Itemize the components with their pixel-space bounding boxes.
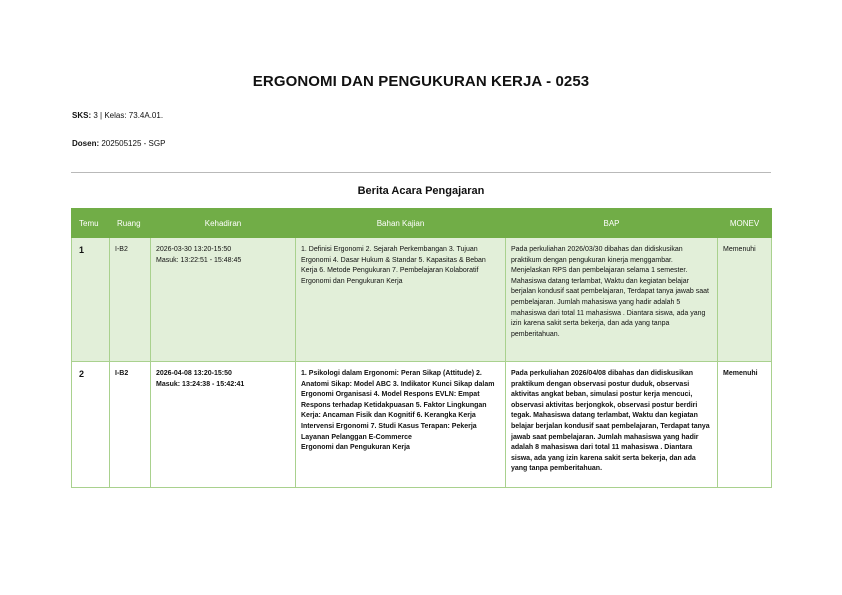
cell-kehadiran bbox=[151, 362, 296, 488]
cell-kehadiran bbox=[151, 238, 296, 362]
kehadiran-jadwal: 2026-03-30 13:20-15:50 bbox=[156, 246, 232, 253]
bahan-kajian-text: 1. Definisi Ergonomi 2. Sejarah Perkembangan 3. Tujuan Ergonomi 4. Dasar Hukum & Standar 5. Kapasitas & Beban Kerja 6. Metode Pengukuran 7. Pembelajaran Kolaboratif bbox=[301, 246, 486, 275]
cell-ruang: I-B2 bbox=[110, 362, 151, 488]
cell-bahan-kajian bbox=[296, 238, 506, 362]
cell-ruang: I-B2 bbox=[110, 238, 151, 362]
sks-value: 3 | Kelas: 73.4A.01. bbox=[93, 111, 164, 120]
divider bbox=[71, 172, 771, 173]
header-ruang: Ruang bbox=[110, 209, 151, 238]
kehadiran-masuk: Masuk: 13:24:38 - 15:42:41 bbox=[156, 380, 245, 388]
sks-label: SKS: bbox=[72, 111, 92, 120]
cell-bahan-kajian bbox=[296, 362, 506, 488]
cell-temu: 2 bbox=[72, 362, 110, 488]
kehadiran-masuk: Masuk: 13:22:51 - 15:48:45 bbox=[156, 256, 242, 264]
header-bahan-kajian: Bahan Kajian bbox=[296, 209, 506, 238]
table-header-row bbox=[72, 209, 772, 238]
cell-bap: Pada perkuliahan 2026/03/30 dibahas dan didiskusikan praktikum dengan pengukuran kinerja menggambar. Menjelaskan RPS dan pembelajaran selama 1 semester. Mahasiswa datang terlambat, Waktu dan kegiatan belajar berjalan kondusif saat pembelajaran, Terdapat tanya jawab saat pembelajaran. Jumlah mahasiswa yang hadir adalah 5 mahasiswa dari total 11 mahasiswa . Diantara siswa, ada yang izin karena sakit serta bekerja, dan ada yang tanpa pemberitahuan. bbox=[506, 238, 718, 362]
cell-monev: Memenuhi bbox=[718, 238, 772, 362]
section-title: Berita Acara Pengajaran bbox=[357, 185, 485, 197]
table-row bbox=[72, 238, 772, 362]
table-row bbox=[72, 362, 772, 488]
dosen-line bbox=[72, 139, 165, 148]
cell-monev: Memenuhi bbox=[718, 362, 772, 488]
sks-line bbox=[72, 111, 163, 120]
bahan-kajian-sub: Ergonomi dan Pengukuran Kerja bbox=[301, 277, 403, 285]
bahan-kajian-text: 1. Psikologi dalam Ergonomi: Peran Sikap (Attitude) 2. Anatomi Sikap: Model ABC 3. Indikator Kunci Sikap dalam Ergonomi Organisasi 4. Model Respons EVLN: Empat Respons terhadap Ketidakpuasan 5. Faktor Lingkungan Kerja: Ancaman Fisik dan Kognitif 6. Kerangka Kerja Intervensi Ergonomi 7. Studi Kasus Terapan: Pekerja Layanan Pelanggan E-Commerce bbox=[301, 370, 495, 441]
header-temu: Temu bbox=[72, 209, 110, 238]
berita-acara-table bbox=[71, 208, 772, 488]
bahan-kajian-sub: Ergonomi dan Pengukuran Kerja bbox=[301, 444, 410, 452]
cell-bap: Pada perkuliahan 2026/04/08 dibahas dan didiskusikan praktikum dengan observasi postur duduk, observasi aktivitas angkat beban, simulasi postur kerja mencuci, observasi aktivitas berjongkok, observasi postur berdiri tegak. Mahasiswa datang terlambat, Waktu dan kegiatan belajar berjalan kondusif saat pembelajaran, Terdapat tanya jawab saat pembelajaran. Jumlah mahasiswa yang hadir adalah 8 mahasiswa dari total 11 mahasiswa . Diantara siswa, ada yang izin karena sakit serta bekerja, dan ada yang tanpa pemberitahuan. bbox=[506, 362, 718, 488]
dosen-value: 202505125 - SGP bbox=[101, 139, 166, 148]
dosen-label: Dosen: bbox=[72, 139, 100, 148]
header-bap: BAP bbox=[506, 209, 718, 238]
cell-temu: 1 bbox=[72, 238, 110, 362]
header-monev: MONEV bbox=[718, 209, 772, 238]
page-title: ERGONOMI DAN PENGUKURAN KERJA - 0253 bbox=[252, 73, 590, 90]
kehadiran-jadwal: 2026-04-08 13:20-15:50 bbox=[156, 370, 232, 377]
header-kehadiran: Kehadiran bbox=[151, 209, 296, 238]
